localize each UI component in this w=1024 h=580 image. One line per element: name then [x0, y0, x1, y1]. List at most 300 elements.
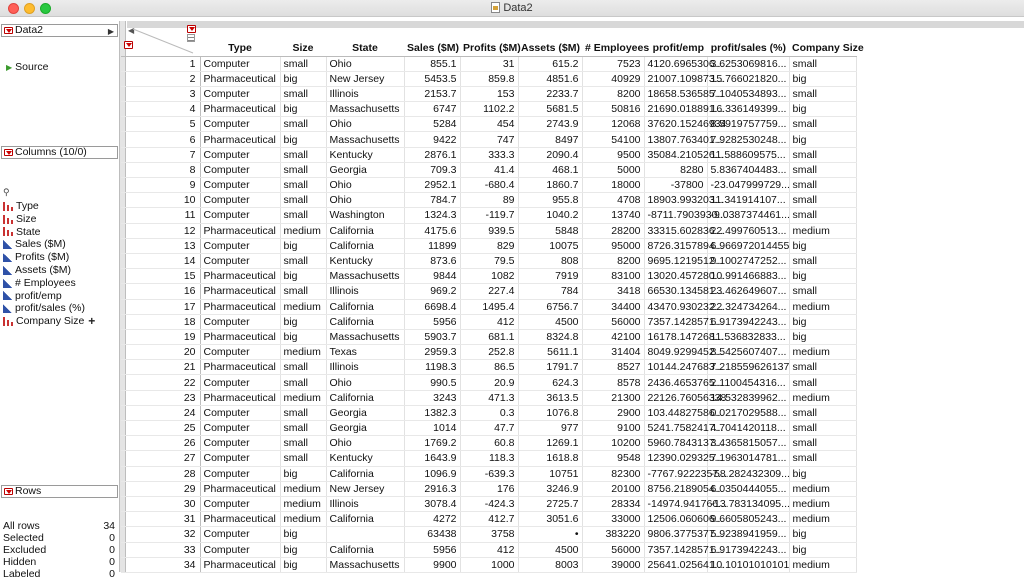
table-cell[interactable]: medium	[789, 299, 856, 314]
table-cell[interactable]: 60.8	[460, 436, 518, 451]
table-cell[interactable]: 31	[460, 56, 518, 71]
table-row[interactable]	[121, 71, 856, 86]
table-cell[interactable]: big	[280, 132, 326, 147]
table-cell[interactable]: 5956	[404, 314, 460, 329]
table-cell[interactable]: Computer	[200, 117, 280, 132]
table-row[interactable]	[121, 481, 856, 496]
table-cell[interactable]: 6.9173942243...	[707, 542, 789, 557]
table-cell[interactable]: Kentucky	[326, 147, 404, 162]
table-cell[interactable]: small	[280, 147, 326, 162]
table-cell[interactable]: small	[789, 375, 856, 390]
table-row[interactable]	[121, 132, 856, 147]
table-cell[interactable]: 9900	[404, 557, 460, 572]
disclosure-triangle-icon[interactable]	[4, 27, 13, 34]
table-row[interactable]	[121, 208, 856, 223]
table-cell[interactable]: 15.766021820...	[707, 71, 789, 86]
table-cell[interactable]: 39000	[582, 557, 644, 572]
rows-panel-header[interactable]	[1, 485, 118, 498]
table-cell[interactable]: 10075	[518, 238, 582, 253]
table-cell[interactable]: 624.3	[518, 375, 582, 390]
table-cell[interactable]: -13.783134095...	[707, 496, 789, 511]
table-cell[interactable]: 3243	[404, 390, 460, 405]
table-cell[interactable]: 2725.7	[518, 496, 582, 511]
table-cell[interactable]: 8756.2189054...	[644, 481, 707, 496]
table-cell[interactable]: 7.1040534893...	[707, 86, 789, 101]
table-row[interactable]	[121, 527, 856, 542]
row-number[interactable]: 13	[121, 238, 200, 253]
table-cell[interactable]: medium	[789, 481, 856, 496]
table-cell[interactable]: medium	[280, 512, 326, 527]
column-list-item[interactable]	[3, 302, 117, 315]
table-cell[interactable]: 6756.7	[518, 299, 582, 314]
table-cell[interactable]: 784.7	[404, 193, 460, 208]
row-number[interactable]: 10	[121, 193, 200, 208]
table-cell[interactable]: Pharmaceutical	[200, 360, 280, 375]
table-cell[interactable]: Computer	[200, 542, 280, 557]
table-cell[interactable]: small	[280, 117, 326, 132]
table-cell[interactable]: 615.2	[518, 56, 582, 71]
table-cell[interactable]: small	[280, 208, 326, 223]
table-cell[interactable]: medium	[789, 512, 856, 527]
table-cell[interactable]: Computer	[200, 421, 280, 436]
table-cell[interactable]: Pharmaceutical	[200, 269, 280, 284]
row-number[interactable]: 31	[121, 512, 200, 527]
table-cell[interactable]: small	[789, 451, 856, 466]
column-header[interactable]: Company Size	[789, 39, 856, 56]
table-cell[interactable]: small	[789, 284, 856, 299]
table-cell[interactable]: 11.588609575...	[707, 147, 789, 162]
table-cell[interactable]: 4851.6	[518, 71, 582, 86]
table-cell[interactable]: small	[789, 193, 856, 208]
table-cell[interactable]: 5.8367404483...	[707, 162, 789, 177]
table-cell[interactable]: -14974.941766...	[644, 496, 707, 511]
table-cell[interactable]: 6.9173942243...	[707, 314, 789, 329]
table-cell[interactable]: small	[789, 86, 856, 101]
table-cell[interactable]: big	[280, 238, 326, 253]
table-cell[interactable]: 1324.3	[404, 208, 460, 223]
table-cell[interactable]: 1643.9	[404, 451, 460, 466]
table-cell[interactable]: big	[280, 71, 326, 86]
table-cell[interactable]: 2153.7	[404, 86, 460, 101]
table-cell[interactable]: Massachusetts	[326, 329, 404, 344]
table-cell[interactable]: medium	[280, 496, 326, 511]
table-cell[interactable]: Massachusetts	[326, 132, 404, 147]
table-cell[interactable]: 13020.457280...	[644, 269, 707, 284]
table-cell[interactable]: 1076.8	[518, 405, 582, 420]
table-cell[interactable]: 5681.5	[518, 102, 582, 117]
table-cell[interactable]: Ohio	[326, 436, 404, 451]
table-row[interactable]	[121, 299, 856, 314]
table-cell[interactable]: big	[280, 269, 326, 284]
table-cell[interactable]: 7.218559626137	[707, 360, 789, 375]
table-cell[interactable]: 16.336149399...	[707, 102, 789, 117]
table-cell[interactable]: big	[789, 132, 856, 147]
table-cell[interactable]: 95000	[582, 238, 644, 253]
table-cell[interactable]: Pharmaceutical	[200, 71, 280, 86]
row-number[interactable]: 33	[121, 542, 200, 557]
table-cell[interactable]: 9695.1219512...	[644, 253, 707, 268]
table-cell[interactable]: 10.10101010101	[707, 557, 789, 572]
table-cell[interactable]: Pharmaceutical	[200, 390, 280, 405]
table-cell[interactable]: 47.7	[460, 421, 518, 436]
table-cell[interactable]: -37800	[644, 178, 707, 193]
table-cell[interactable]: 1618.8	[518, 451, 582, 466]
table-cell[interactable]: 22.324734264...	[707, 299, 789, 314]
table-cell[interactable]: 41.4	[460, 162, 518, 177]
table-cell[interactable]: small	[280, 421, 326, 436]
table-cell[interactable]: Pharmaceutical	[200, 223, 280, 238]
table-cell[interactable]: big	[789, 102, 856, 117]
table-cell[interactable]: small	[789, 405, 856, 420]
column-list-item[interactable]	[3, 226, 117, 239]
table-row[interactable]	[121, 512, 856, 527]
table-cell[interactable]: 103.44827586...	[644, 405, 707, 420]
table-cell[interactable]: Computer	[200, 375, 280, 390]
columns-panel-header[interactable]	[1, 146, 118, 159]
table-row[interactable]	[121, 496, 856, 511]
table-cell[interactable]: Computer	[200, 147, 280, 162]
table-cell[interactable]: 10751	[518, 466, 582, 481]
table-cell[interactable]: 6.966972014455	[707, 238, 789, 253]
table-cell[interactable]: 747	[460, 132, 518, 147]
table-cell[interactable]: 8200	[582, 86, 644, 101]
table-cell[interactable]: Computer	[200, 238, 280, 253]
table-row[interactable]	[121, 436, 856, 451]
table-cell[interactable]: 31404	[582, 345, 644, 360]
table-cell[interactable]: 7523	[582, 56, 644, 71]
table-cell[interactable]: 0.3	[460, 405, 518, 420]
table-cell[interactable]: 5.9238941959...	[707, 527, 789, 542]
table-cell[interactable]: Kentucky	[326, 253, 404, 268]
row-number[interactable]: 25	[121, 421, 200, 436]
table-cell[interactable]: 21007.109873...	[644, 71, 707, 86]
table-cell[interactable]: 5241.7582417...	[644, 421, 707, 436]
table-cell[interactable]: 33315.602836...	[644, 223, 707, 238]
table-cell[interactable]: big	[280, 557, 326, 572]
column-list-item[interactable]	[3, 290, 117, 303]
table-cell[interactable]: 50816	[582, 102, 644, 117]
table-cell[interactable]: 28200	[582, 223, 644, 238]
table-cell[interactable]: 7919	[518, 269, 582, 284]
table-cell[interactable]: small	[789, 147, 856, 162]
table-cell[interactable]: 2916.3	[404, 481, 460, 496]
table-cell[interactable]: small	[280, 253, 326, 268]
table-cell[interactable]: 8.5425607407...	[707, 345, 789, 360]
table-cell[interactable]: 25641.025641...	[644, 557, 707, 572]
table-cell[interactable]: medium	[280, 390, 326, 405]
table-cell[interactable]: Illinois	[326, 284, 404, 299]
row-number[interactable]: 24	[121, 405, 200, 420]
table-row[interactable]	[121, 329, 856, 344]
table-cell[interactable]: 977	[518, 421, 582, 436]
table-cell[interactable]: small	[280, 451, 326, 466]
table-cell[interactable]: 12068	[582, 117, 644, 132]
table-row[interactable]	[121, 421, 856, 436]
table-row[interactable]	[121, 147, 856, 162]
row-number[interactable]: 3	[121, 86, 200, 101]
table-cell[interactable]: California	[326, 512, 404, 527]
table-cell[interactable]: 1198.3	[404, 360, 460, 375]
row-number[interactable]: 14	[121, 253, 200, 268]
table-cell[interactable]: 1102.2	[460, 102, 518, 117]
table-row[interactable]	[121, 193, 856, 208]
source-script[interactable]	[6, 61, 48, 73]
table-cell[interactable]: big	[789, 314, 856, 329]
table-cell[interactable]: 454	[460, 117, 518, 132]
table-row[interactable]	[121, 390, 856, 405]
table-cell[interactable]: Texas	[326, 345, 404, 360]
table-cell[interactable]: 1000	[460, 557, 518, 572]
row-number[interactable]: 12	[121, 223, 200, 238]
table-cell[interactable]: -58.282432309...	[707, 466, 789, 481]
column-header[interactable]: Type	[200, 39, 280, 56]
table-row[interactable]	[121, 56, 856, 71]
table-cell[interactable]: 79.5	[460, 253, 518, 268]
table-cell[interactable]: 40929	[582, 71, 644, 86]
table-cell[interactable]: 12506.060606...	[644, 512, 707, 527]
table-cell[interactable]: 4708	[582, 193, 644, 208]
table-cell[interactable]: 18658.536585...	[644, 86, 707, 101]
column-list-item[interactable]	[3, 251, 117, 264]
table-cell[interactable]: California	[326, 299, 404, 314]
table-cell[interactable]: 227.4	[460, 284, 518, 299]
table-cell[interactable]: 43470.930232...	[644, 299, 707, 314]
table-cell[interactable]: 3418	[582, 284, 644, 299]
table-cell[interactable]: 2876.1	[404, 147, 460, 162]
table-cell[interactable]: 955.8	[518, 193, 582, 208]
table-cell[interactable]: small	[280, 436, 326, 451]
table-cell[interactable]: California	[326, 542, 404, 557]
table-cell[interactable]: medium	[280, 299, 326, 314]
table-cell[interactable]: Computer	[200, 86, 280, 101]
table-cell[interactable]: big	[280, 102, 326, 117]
table-cell[interactable]: 829	[460, 238, 518, 253]
table-cell[interactable]: 3.6253069816...	[707, 56, 789, 71]
table-cell[interactable]: 82300	[582, 466, 644, 481]
table-row[interactable]	[121, 345, 856, 360]
table-cell[interactable]: 21300	[582, 390, 644, 405]
table-cell[interactable]: 56000	[582, 542, 644, 557]
table-cell[interactable]: -9.0387374461...	[707, 208, 789, 223]
table-cell[interactable]: big	[789, 269, 856, 284]
table-cell[interactable]: small	[789, 56, 856, 71]
table-cell[interactable]: small	[789, 360, 856, 375]
table-cell[interactable]: 7.1963014781...	[707, 451, 789, 466]
table-cell[interactable]: 2090.4	[518, 147, 582, 162]
table-cell[interactable]: 5903.7	[404, 329, 460, 344]
table-cell[interactable]: California	[326, 314, 404, 329]
table-cell[interactable]: 412	[460, 314, 518, 329]
table-cell[interactable]: 63438	[404, 527, 460, 542]
table-cell[interactable]: big	[789, 71, 856, 86]
table-cell[interactable]: 33000	[582, 512, 644, 527]
table-cell[interactable]: 9100	[582, 421, 644, 436]
table-cell[interactable]: 855.1	[404, 56, 460, 71]
table-cell[interactable]: California	[326, 466, 404, 481]
table-cell[interactable]: 16178.147268...	[644, 329, 707, 344]
table-cell[interactable]: 9.1002747252...	[707, 253, 789, 268]
table-cell[interactable]: 8497	[518, 132, 582, 147]
row-number[interactable]: 15	[121, 269, 200, 284]
table-cell[interactable]: 5960.7843137...	[644, 436, 707, 451]
table-cell[interactable]: 37620.15246934	[644, 117, 707, 132]
table-cell[interactable]: 20100	[582, 481, 644, 496]
table-cell[interactable]: 118.3	[460, 451, 518, 466]
table-row[interactable]	[121, 238, 856, 253]
table-cell[interactable]: 3.4365815057...	[707, 436, 789, 451]
table-cell[interactable]: 1860.7	[518, 178, 582, 193]
table-cell[interactable]: 2952.1	[404, 178, 460, 193]
table-cell[interactable]: small	[789, 178, 856, 193]
table-cell[interactable]: Pharmaceutical	[200, 102, 280, 117]
table-row[interactable]	[121, 117, 856, 132]
table-cell[interactable]: 34400	[582, 299, 644, 314]
table-cell[interactable]: 3758	[460, 527, 518, 542]
column-list-item[interactable]	[3, 238, 117, 251]
table-cell[interactable]: Pharmaceutical	[200, 512, 280, 527]
row-number[interactable]: 27	[121, 451, 200, 466]
table-cell[interactable]: 1791.7	[518, 360, 582, 375]
table-cell[interactable]: 681.1	[460, 329, 518, 344]
table-cell[interactable]: Ohio	[326, 117, 404, 132]
table-cell[interactable]: 8527	[582, 360, 644, 375]
table-cell[interactable]: 252.8	[460, 345, 518, 360]
table-cell[interactable]: 28334	[582, 496, 644, 511]
table-cell[interactable]: 9844	[404, 269, 460, 284]
table-cell[interactable]: Computer	[200, 451, 280, 466]
table-cell[interactable]: 86.5	[460, 360, 518, 375]
table-cell[interactable]: •	[518, 527, 582, 542]
table-cell[interactable]: Illinois	[326, 496, 404, 511]
table-row[interactable]	[121, 360, 856, 375]
table-row[interactable]	[121, 102, 856, 117]
table-cell[interactable]: 2.1100454316...	[707, 375, 789, 390]
row-number[interactable]: 5	[121, 117, 200, 132]
table-cell[interactable]: 10144.247683...	[644, 360, 707, 375]
table-cell[interactable]: small	[280, 86, 326, 101]
row-number[interactable]: 17	[121, 299, 200, 314]
table-cell[interactable]: small	[789, 162, 856, 177]
table-cell[interactable]: 7357.1428571...	[644, 542, 707, 557]
row-number[interactable]: 8	[121, 162, 200, 177]
table-cell[interactable]: 5284	[404, 117, 460, 132]
table-row[interactable]	[121, 253, 856, 268]
table-cell[interactable]: 4120.6965306...	[644, 56, 707, 71]
table-cell[interactable]: small	[789, 421, 856, 436]
table-cell[interactable]: 42100	[582, 329, 644, 344]
row-number[interactable]: 11	[121, 208, 200, 223]
table-cell[interactable]: Illinois	[326, 360, 404, 375]
table-row[interactable]	[121, 542, 856, 557]
table-cell[interactable]: 1014	[404, 421, 460, 436]
column-header[interactable]: profit/sales (%)	[707, 39, 789, 56]
table-row[interactable]	[121, 405, 856, 420]
column-list-item[interactable]	[3, 277, 117, 290]
row-number[interactable]: 1	[121, 56, 200, 71]
table-cell[interactable]: small	[280, 193, 326, 208]
table-cell[interactable]: medium	[789, 390, 856, 405]
table-cell[interactable]: 969.2	[404, 284, 460, 299]
table-cell[interactable]: 9806.3775377...	[644, 527, 707, 542]
table-row[interactable]	[121, 284, 856, 299]
table-cell[interactable]: California	[326, 238, 404, 253]
row-number[interactable]: 22	[121, 375, 200, 390]
table-cell[interactable]: 3078.4	[404, 496, 460, 511]
scroll-left-arrow-icon[interactable]: ◀	[128, 26, 135, 35]
table-cell[interactable]: 10.991466883...	[707, 269, 789, 284]
table-cell[interactable]: 2233.7	[518, 86, 582, 101]
table-cell[interactable]: -23.047999729...	[707, 178, 789, 193]
table-cell[interactable]: Computer	[200, 178, 280, 193]
table-row[interactable]	[121, 162, 856, 177]
table-row[interactable]	[121, 314, 856, 329]
table-cell[interactable]: 22.499760513...	[707, 223, 789, 238]
table-cell[interactable]: Pharmaceutical	[200, 329, 280, 344]
table-cell[interactable]: Kentucky	[326, 451, 404, 466]
table-cell[interactable]: Massachusetts	[326, 557, 404, 572]
table-cell[interactable]: California	[326, 390, 404, 405]
table-cell[interactable]: 4272	[404, 512, 460, 527]
table-cell[interactable]: 3051.6	[518, 512, 582, 527]
table-cell[interactable]: 13740	[582, 208, 644, 223]
table-cell[interactable]: small	[789, 436, 856, 451]
table-cell[interactable]: 14.532839962...	[707, 390, 789, 405]
table-cell[interactable]: 859.8	[460, 71, 518, 86]
table-cell[interactable]: Computer	[200, 253, 280, 268]
search-icon[interactable]: ⚲	[3, 187, 10, 197]
table-cell[interactable]: 11.341914107...	[707, 193, 789, 208]
table-cell[interactable]: 66530.134581...	[644, 284, 707, 299]
table-cell[interactable]: 7357.1428571...	[644, 314, 707, 329]
table-cell[interactable]: Pharmaceutical	[200, 132, 280, 147]
table-cell[interactable]: 18000	[582, 178, 644, 193]
table-cell[interactable]: medium	[789, 496, 856, 511]
table-cell[interactable]: big	[280, 542, 326, 557]
table-cell[interactable]: 56000	[582, 314, 644, 329]
table-cell[interactable]: Massachusetts	[326, 269, 404, 284]
column-list-item[interactable]	[3, 213, 117, 226]
table-cell[interactable]: small	[280, 284, 326, 299]
table-cell[interactable]: New Jersey	[326, 71, 404, 86]
table-cell[interactable]: 8726.3157894...	[644, 238, 707, 253]
column-header[interactable]: State	[326, 39, 404, 56]
table-cell[interactable]: 4500	[518, 314, 582, 329]
table-cell[interactable]: 8578	[582, 375, 644, 390]
table-cell[interactable]: small	[280, 405, 326, 420]
table-row[interactable]	[121, 466, 856, 481]
table-cell[interactable]: 1096.9	[404, 466, 460, 481]
table-row[interactable]	[121, 223, 856, 238]
row-number[interactable]: 32	[121, 527, 200, 542]
table-cell[interactable]: 21690.018891...	[644, 102, 707, 117]
table-cell[interactable]: 176	[460, 481, 518, 496]
table-cell[interactable]: Computer	[200, 345, 280, 360]
table-cell[interactable]: big	[789, 329, 856, 344]
table-cell[interactable]: Pharmaceutical	[200, 284, 280, 299]
table-cell[interactable]: small	[280, 375, 326, 390]
table-cell[interactable]: Computer	[200, 314, 280, 329]
table-cell[interactable]: Computer	[200, 405, 280, 420]
table-cell[interactable]: 3613.5	[518, 390, 582, 405]
table-cell[interactable]: Georgia	[326, 421, 404, 436]
row-number[interactable]: 23	[121, 390, 200, 405]
table-cell[interactable]: 8003	[518, 557, 582, 572]
table-cell[interactable]: 4.7041420118...	[707, 421, 789, 436]
table-cell[interactable]: 5453.5	[404, 71, 460, 86]
table-cell[interactable]: medium	[789, 557, 856, 572]
table-cell[interactable]: 1495.4	[460, 299, 518, 314]
table-cell[interactable]: 939.5	[460, 223, 518, 238]
